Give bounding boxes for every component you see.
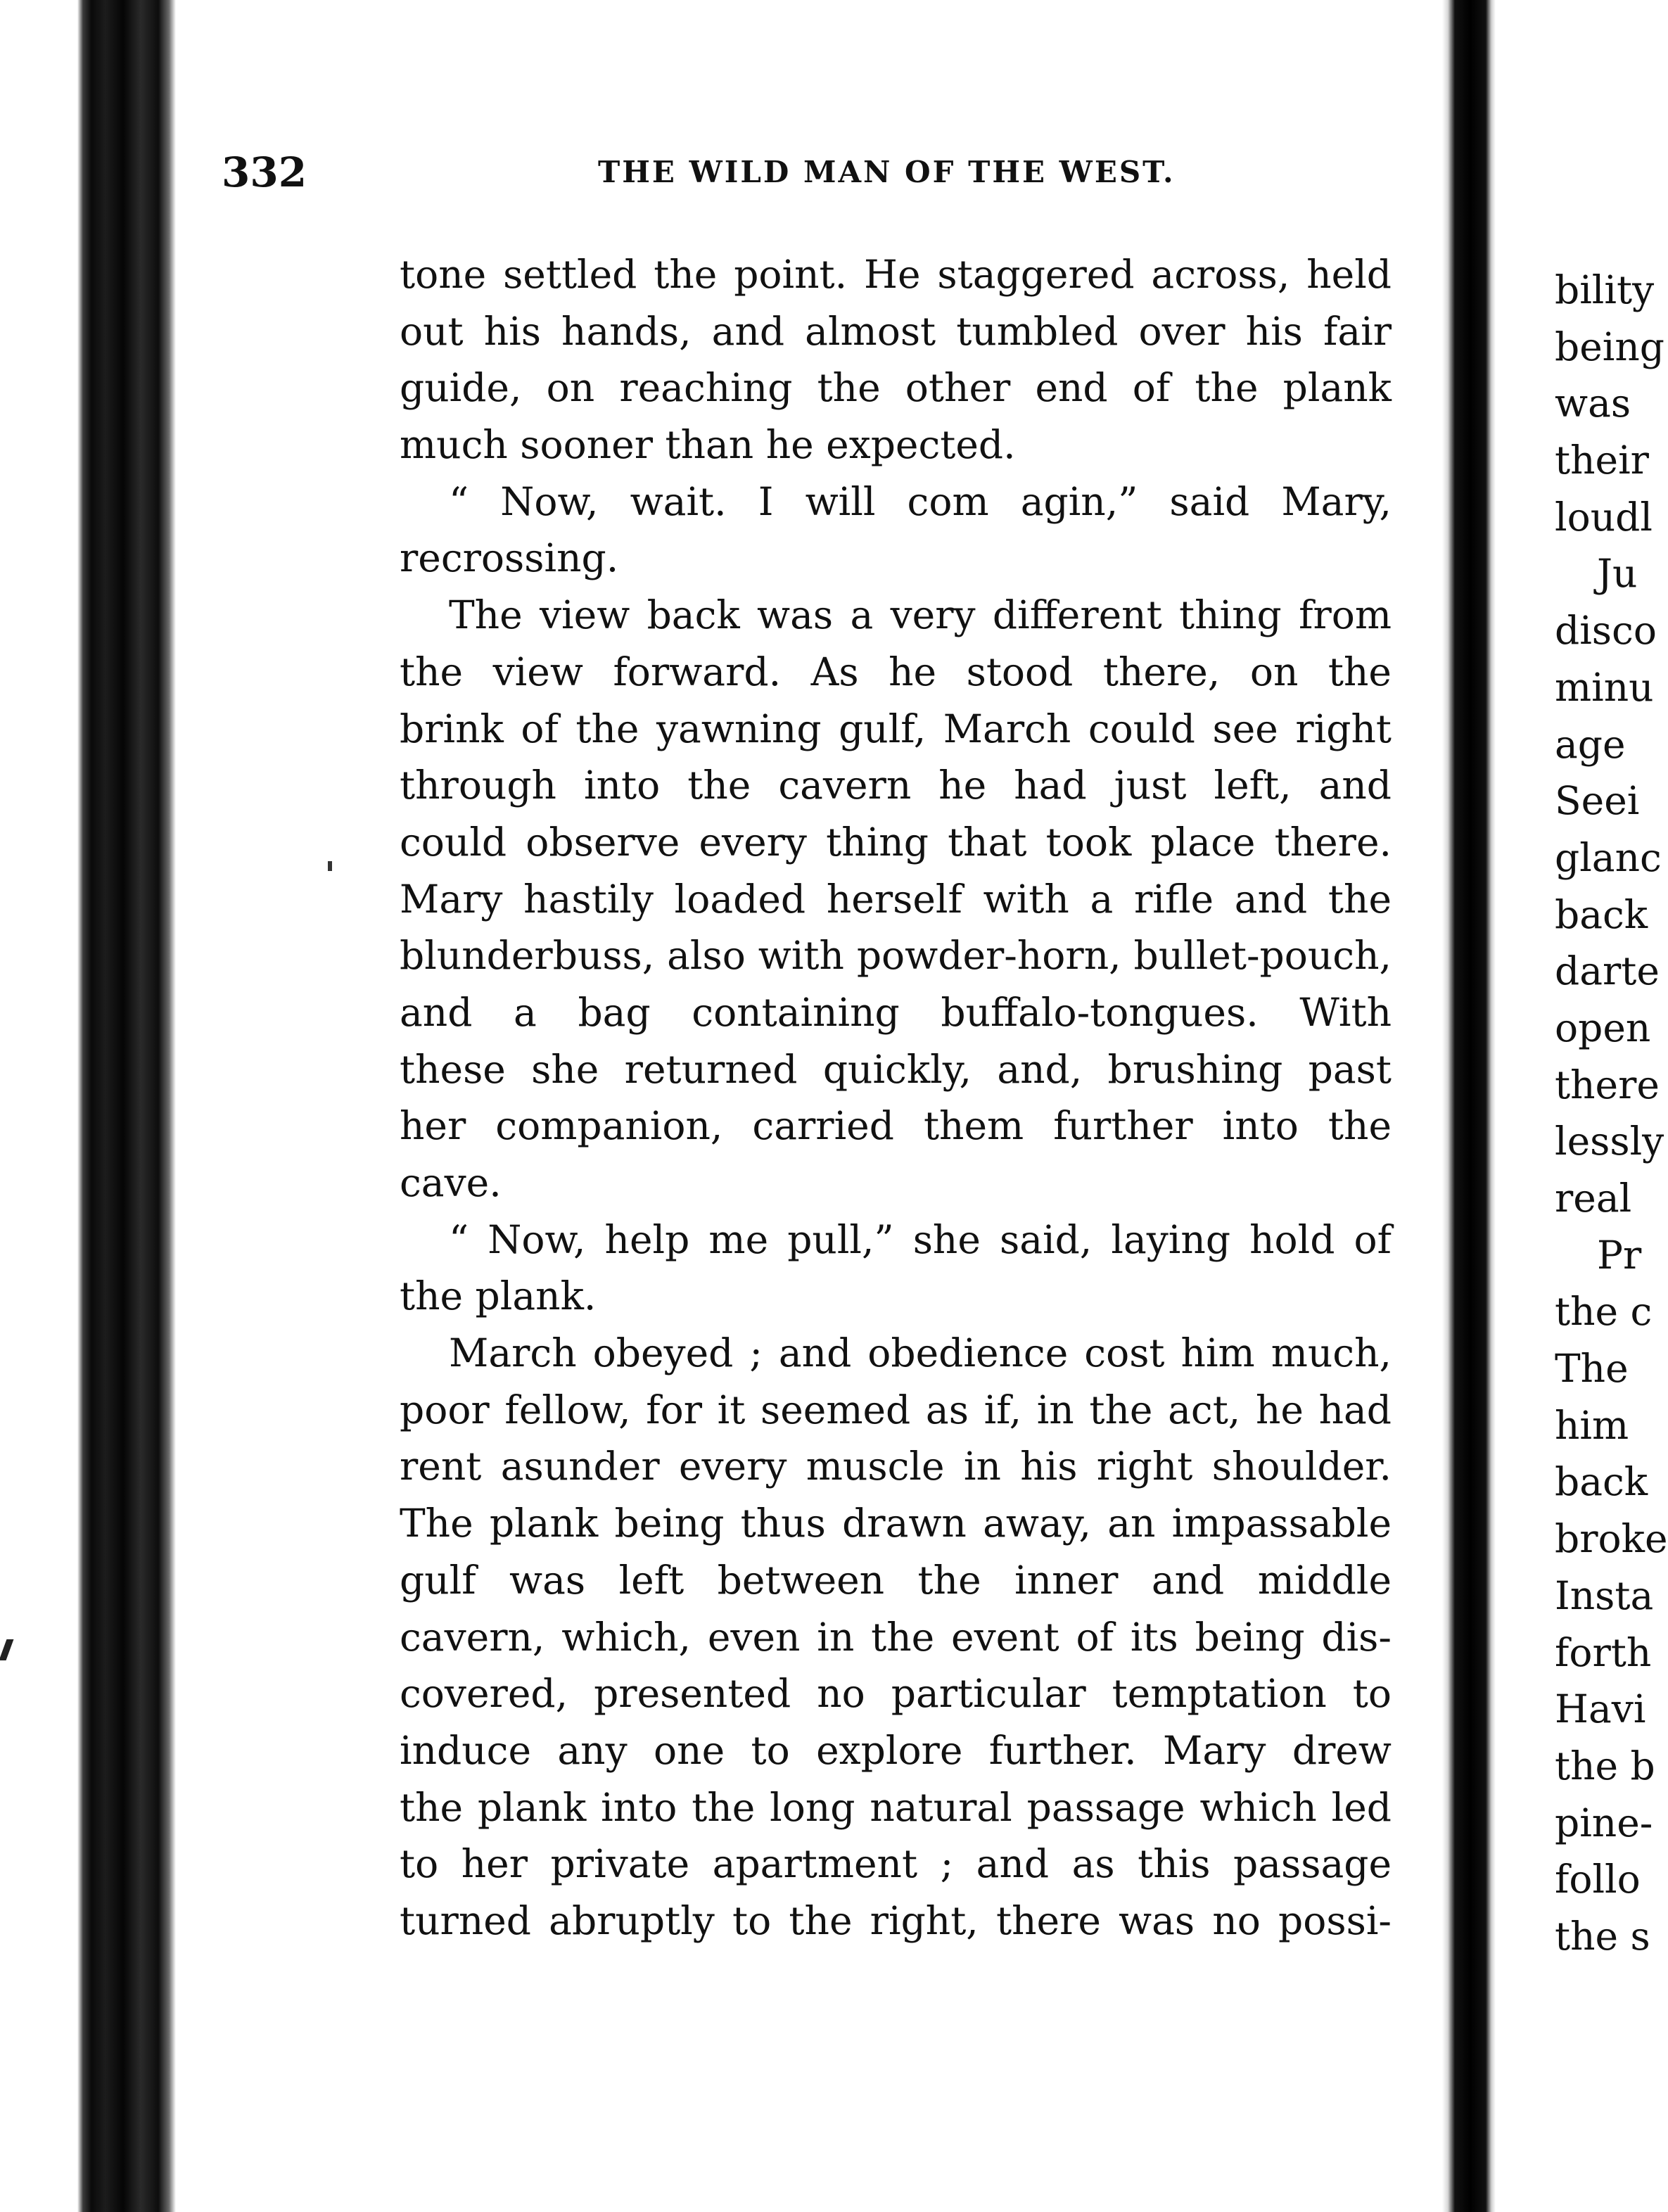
facing-text-line: back (1555, 891, 1648, 937)
facing-text-line: minu (1555, 664, 1654, 710)
text-line: poor fellow, for it seemed as if, in the act, he had (400, 1387, 1392, 1432)
text-line: recrossing. (400, 535, 619, 581)
facing-text-line: follo (1555, 1857, 1641, 1902)
facing-text-line: Insta (1555, 1572, 1654, 1618)
text-line: to her private apartment ; and as this passage (400, 1841, 1392, 1887)
facing-text-line: Havi (1555, 1686, 1646, 1732)
text-line: rent asunder every muscle in his right shoulder. (400, 1444, 1392, 1489)
text-line: the plank into the long natural passage which led (400, 1784, 1392, 1830)
facing-text-line: broke (1555, 1516, 1668, 1562)
page-number: 332 (222, 148, 307, 196)
text-line: Mary hastily loaded herself with a rifle and the (400, 876, 1392, 922)
facing-text-line: Pr (1597, 1232, 1642, 1278)
text-line: much sooner than he expected. (400, 422, 1016, 468)
running-title: THE WILD MAN OF THE WEST. (598, 155, 1176, 189)
text-line: and a bag containing buffalo-tongues. With (400, 989, 1392, 1035)
facing-text-line: was (1555, 381, 1631, 426)
facing-text-line: Ju (1597, 551, 1638, 597)
text-line: blunderbuss, also with powder-horn, bullet-pouch, (400, 933, 1392, 979)
text-line: her companion, carried them further into the (400, 1103, 1392, 1149)
facing-text-line: there (1555, 1062, 1660, 1107)
text-line: induce any one to explore further. Mary drew (400, 1727, 1392, 1773)
facing-text-line: glanc (1555, 834, 1662, 880)
text-line: could observe every thing that took place there. (400, 819, 1392, 865)
text-line: covered, presented no particular temptation to (400, 1671, 1392, 1717)
text-line: March obeyed ; and obedience cost him much, (449, 1330, 1392, 1376)
text-line: through into the cavern he had just left, and (400, 763, 1392, 808)
text-line: cave. (400, 1160, 502, 1205)
facing-text-line: age (1555, 721, 1626, 767)
facing-text-line: the s (1555, 1913, 1650, 1959)
book-page-stack-edge (0, 0, 176, 2212)
body-text (400, 246, 1392, 1950)
facing-text-line: him (1555, 1402, 1629, 1448)
text-line: turned abruptly to the right, there was no possi- (400, 1898, 1392, 1943)
facing-text-line: The (1555, 1346, 1629, 1392)
running-head (222, 144, 1418, 201)
facing-page-fragment (1555, 262, 1668, 1965)
text-line: the plank. (400, 1273, 597, 1319)
facing-text-line: disco (1555, 608, 1657, 654)
text-line: The view back was a very different thing from (449, 592, 1392, 638)
text-line: cavern, which, even in the event of its being dis- (400, 1614, 1392, 1660)
text-line: guide, on reaching the other end of the plank (400, 365, 1392, 411)
facing-text-line: darte (1555, 948, 1660, 994)
text-line: these she returned quickly, and, brushing past (400, 1046, 1392, 1092)
facing-text-line: the c (1555, 1289, 1653, 1335)
book-gutter (1442, 0, 1496, 2212)
facing-text-line: their (1555, 438, 1649, 483)
facing-text-line: back (1555, 1459, 1648, 1505)
facing-text-line: open (1555, 1005, 1651, 1050)
text-line: “ Now, wait. I will com agin,” said Mary, (449, 478, 1392, 524)
facing-text-line: real (1555, 1176, 1632, 1221)
facing-text-line: pine- (1555, 1800, 1653, 1845)
ink-speck (328, 861, 332, 871)
facing-text-line: the b (1555, 1743, 1655, 1788)
text-line: the view forward. As he stood there, on the (400, 649, 1392, 694)
text-line: gulf was left between the inner and middle (400, 1557, 1392, 1603)
text-line: out his hands, and almost tumbled over his fair (400, 308, 1392, 354)
text-line: The plank being thus drawn away, an impassable (400, 1501, 1392, 1546)
facing-text-line: loudl (1555, 494, 1653, 540)
facing-text-line: bility (1555, 267, 1655, 312)
text-line: tone settled the point. He staggered across, held (400, 252, 1392, 297)
text-line: brink of the yawning gulf, March could see right (400, 706, 1392, 751)
facing-text-line: forth (1555, 1629, 1652, 1675)
text-line: “ Now, help me pull,” she said, laying hold of (449, 1216, 1392, 1262)
facing-text-line: Seei (1555, 778, 1640, 824)
facing-text-line: lessly (1555, 1119, 1664, 1164)
facing-text-line: being (1555, 324, 1664, 369)
